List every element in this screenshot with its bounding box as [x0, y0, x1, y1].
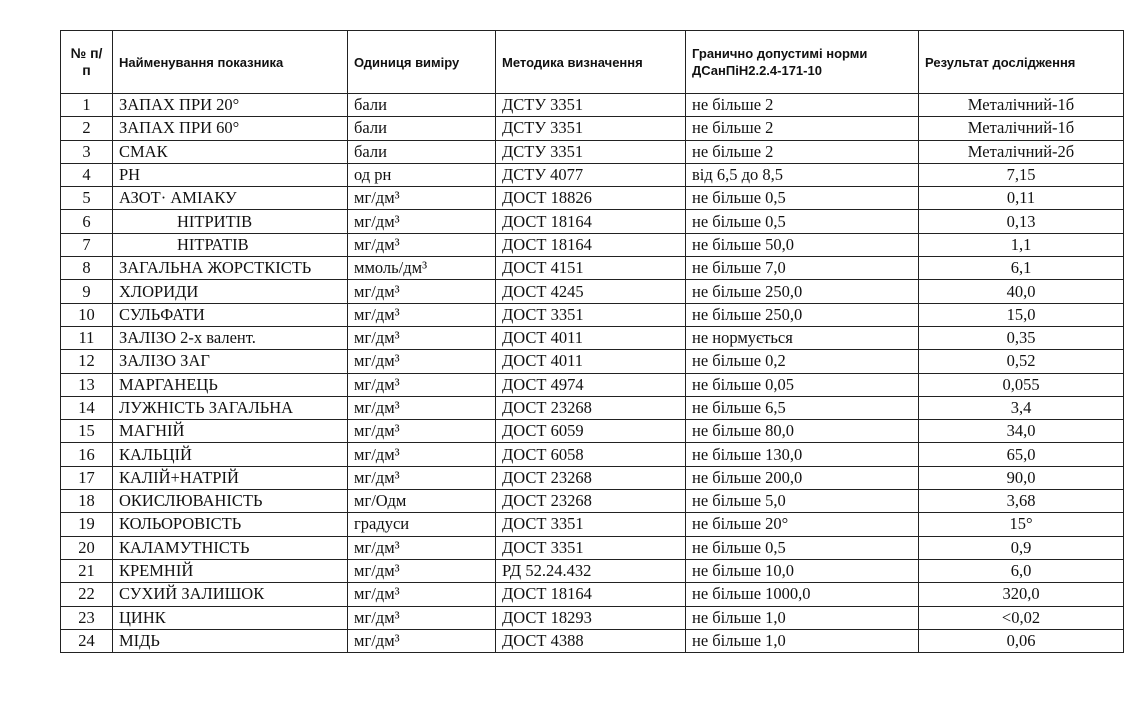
indicator-name: МАРГАНЕЦЬ: [113, 373, 348, 396]
header-unit: Одиниця виміру: [348, 31, 496, 94]
method-cell: ДСТУ 3351: [496, 94, 686, 117]
row-number: 7: [61, 233, 113, 256]
unit-cell: мг/дм³: [348, 233, 496, 256]
norm-cell: не більше 6,5: [686, 396, 919, 419]
analysis-sheet: [60, 30, 1124, 653]
row-number: 21: [61, 559, 113, 582]
unit-cell: мг/дм³: [348, 443, 496, 466]
header-result: Результат дослідження: [919, 31, 1124, 94]
indicator-name: НІТРИТІВ: [113, 210, 348, 233]
table-row: [61, 466, 1124, 489]
unit-cell: градуси: [348, 513, 496, 536]
method-cell: ДОСТ 23268: [496, 396, 686, 419]
row-number: 10: [61, 303, 113, 326]
table-row: [61, 559, 1124, 582]
result-cell: 0,52: [919, 350, 1124, 373]
norm-cell: не більше 80,0: [686, 420, 919, 443]
unit-cell: бали: [348, 117, 496, 140]
table-row: [61, 420, 1124, 443]
row-number: 17: [61, 466, 113, 489]
method-cell: ДОСТ 3351: [496, 513, 686, 536]
method-cell: ДОСТ 4245: [496, 280, 686, 303]
result-cell: 40,0: [919, 280, 1124, 303]
unit-cell: мг/дм³: [348, 536, 496, 559]
norm-cell: не більше 0,5: [686, 187, 919, 210]
unit-cell: мг/дм³: [348, 280, 496, 303]
indicator-name: НІТРАТІВ: [113, 233, 348, 256]
method-cell: ДСТУ 3351: [496, 140, 686, 163]
table-row: [61, 303, 1124, 326]
row-number: 6: [61, 210, 113, 233]
table-row: [61, 443, 1124, 466]
indicator-name: ЦИНК: [113, 606, 348, 629]
method-cell: ДСТУ 3351: [496, 117, 686, 140]
indicator-name: КАЛЬЦІЙ: [113, 443, 348, 466]
unit-cell: мг/дм³: [348, 583, 496, 606]
method-cell: ДОСТ 18293: [496, 606, 686, 629]
result-cell: Металічний-1б: [919, 117, 1124, 140]
result-cell: 0,9: [919, 536, 1124, 559]
indicator-name: ЗАПАХ ПРИ 20°: [113, 94, 348, 117]
indicator-name: МАГНІЙ: [113, 420, 348, 443]
unit-cell: бали: [348, 140, 496, 163]
result-cell: Металічний-2б: [919, 140, 1124, 163]
table-row: [61, 583, 1124, 606]
unit-cell: мг/дм³: [348, 629, 496, 652]
table-row: [61, 117, 1124, 140]
method-cell: ДОСТ 4974: [496, 373, 686, 396]
result-cell: 90,0: [919, 466, 1124, 489]
result-cell: 320,0: [919, 583, 1124, 606]
header-row: [61, 31, 1124, 94]
norm-cell: не більше 2: [686, 94, 919, 117]
header-indicator-name: Найменування показника: [113, 31, 348, 94]
method-cell: ДСТУ 4077: [496, 163, 686, 186]
norm-cell: не більше 250,0: [686, 303, 919, 326]
header-norm: Гранично допустимі норми ДСанПіН2.2.4-171-10: [686, 31, 919, 94]
unit-cell: мг/дм³: [348, 326, 496, 349]
result-cell: 0,13: [919, 210, 1124, 233]
row-number: 8: [61, 257, 113, 280]
indicator-name: КАЛАМУТНІСТЬ: [113, 536, 348, 559]
result-cell: 0,055: [919, 373, 1124, 396]
norm-cell: не більше 0,2: [686, 350, 919, 373]
unit-cell: ммоль/дм³: [348, 257, 496, 280]
result-cell: Металічний-1б: [919, 94, 1124, 117]
norm-cell: не більше 2: [686, 117, 919, 140]
table-row: [61, 233, 1124, 256]
norm-cell: не більше 10,0: [686, 559, 919, 582]
norm-cell: не більше 1,0: [686, 629, 919, 652]
table-row: [61, 350, 1124, 373]
row-number: 5: [61, 187, 113, 210]
table-row: [61, 257, 1124, 280]
indicator-name: ЗАЛІЗО 2-х валент.: [113, 326, 348, 349]
indicator-name: ЗАГАЛЬНА ЖОРСТКІСТЬ: [113, 257, 348, 280]
norm-cell: не більше 0,5: [686, 210, 919, 233]
unit-cell: мг/дм³: [348, 559, 496, 582]
method-cell: РД 52.24.432: [496, 559, 686, 582]
header-method: Методика визначення: [496, 31, 686, 94]
method-cell: ДОСТ 6058: [496, 443, 686, 466]
norm-cell: не більше 5,0: [686, 490, 919, 513]
row-number: 16: [61, 443, 113, 466]
header-number: № п/п: [61, 31, 113, 94]
norm-cell: не більше 50,0: [686, 233, 919, 256]
unit-cell: мг/дм³: [348, 396, 496, 419]
result-cell: 7,15: [919, 163, 1124, 186]
indicator-name: КАЛІЙ+НАТРІЙ: [113, 466, 348, 489]
result-cell: 0,06: [919, 629, 1124, 652]
norm-cell: не більше 250,0: [686, 280, 919, 303]
row-number: 19: [61, 513, 113, 536]
method-cell: ДОСТ 23268: [496, 466, 686, 489]
indicator-name: ХЛОРИДИ: [113, 280, 348, 303]
table-body: [61, 94, 1124, 653]
unit-cell: мг/дм³: [348, 303, 496, 326]
unit-cell: мг/дм³: [348, 187, 496, 210]
table-row: [61, 490, 1124, 513]
norm-cell: не більше 1000,0: [686, 583, 919, 606]
method-cell: ДОСТ 4011: [496, 326, 686, 349]
result-cell: 15,0: [919, 303, 1124, 326]
norm-cell: від 6,5 до 8,5: [686, 163, 919, 186]
indicator-name: ОКИСЛЮВАНІСТЬ: [113, 490, 348, 513]
unit-cell: мг/дм³: [348, 466, 496, 489]
method-cell: ДОСТ 18164: [496, 233, 686, 256]
method-cell: ДОСТ 3351: [496, 536, 686, 559]
unit-cell: мг/дм³: [348, 350, 496, 373]
table-row: [61, 326, 1124, 349]
norm-cell: не нормується: [686, 326, 919, 349]
table-row: [61, 373, 1124, 396]
result-cell: <0,02: [919, 606, 1124, 629]
result-cell: 6,1: [919, 257, 1124, 280]
table-row: [61, 513, 1124, 536]
result-cell: 0,35: [919, 326, 1124, 349]
result-cell: 3,68: [919, 490, 1124, 513]
row-number: 11: [61, 326, 113, 349]
indicator-name: СУЛЬФАТИ: [113, 303, 348, 326]
method-cell: ДОСТ 4388: [496, 629, 686, 652]
result-cell: 6,0: [919, 559, 1124, 582]
row-number: 20: [61, 536, 113, 559]
indicator-name: PH: [113, 163, 348, 186]
table-row: [61, 94, 1124, 117]
row-number: 1: [61, 94, 113, 117]
table-row: [61, 606, 1124, 629]
result-cell: 34,0: [919, 420, 1124, 443]
indicator-name: СМАК: [113, 140, 348, 163]
norm-cell: не більше 130,0: [686, 443, 919, 466]
indicator-name: ЛУЖНІСТЬ ЗАГАЛЬНА: [113, 396, 348, 419]
row-number: 13: [61, 373, 113, 396]
row-number: 18: [61, 490, 113, 513]
table-header: [61, 31, 1124, 94]
indicator-name: ЗАЛІЗО ЗАГ: [113, 350, 348, 373]
row-number: 14: [61, 396, 113, 419]
method-cell: ДОСТ 18164: [496, 210, 686, 233]
unit-cell: мг/дм³: [348, 420, 496, 443]
row-number: 9: [61, 280, 113, 303]
norm-cell: не більше 2: [686, 140, 919, 163]
result-cell: 3,4: [919, 396, 1124, 419]
indicator-name: КОЛЬОРОВІСТЬ: [113, 513, 348, 536]
method-cell: ДОСТ 18164: [496, 583, 686, 606]
indicator-name: МІДЬ: [113, 629, 348, 652]
result-cell: 65,0: [919, 443, 1124, 466]
result-cell: 1,1: [919, 233, 1124, 256]
method-cell: ДОСТ 3351: [496, 303, 686, 326]
table-row: [61, 536, 1124, 559]
result-cell: 15°: [919, 513, 1124, 536]
method-cell: ДОСТ 18826: [496, 187, 686, 210]
row-number: 12: [61, 350, 113, 373]
table-row: [61, 210, 1124, 233]
norm-cell: не більше 0,5: [686, 536, 919, 559]
water-analysis-table: [60, 30, 1124, 653]
table-row: [61, 187, 1124, 210]
norm-cell: не більше 7,0: [686, 257, 919, 280]
norm-cell: не більше 20°: [686, 513, 919, 536]
method-cell: ДОСТ 23268: [496, 490, 686, 513]
method-cell: ДОСТ 6059: [496, 420, 686, 443]
table-row: [61, 629, 1124, 652]
indicator-name: КРЕМНІЙ: [113, 559, 348, 582]
norm-cell: не більше 1,0: [686, 606, 919, 629]
row-number: 23: [61, 606, 113, 629]
norm-cell: не більше 0,05: [686, 373, 919, 396]
table-row: [61, 396, 1124, 419]
row-number: 2: [61, 117, 113, 140]
table-row: [61, 163, 1124, 186]
row-number: 15: [61, 420, 113, 443]
indicator-name: АЗОТ· АМІАКУ: [113, 187, 348, 210]
unit-cell: мг/Одм: [348, 490, 496, 513]
method-cell: ДОСТ 4011: [496, 350, 686, 373]
unit-cell: мг/дм³: [348, 606, 496, 629]
unit-cell: од рн: [348, 163, 496, 186]
method-cell: ДОСТ 4151: [496, 257, 686, 280]
row-number: 24: [61, 629, 113, 652]
unit-cell: мг/дм³: [348, 373, 496, 396]
norm-cell: не більше 200,0: [686, 466, 919, 489]
row-number: 3: [61, 140, 113, 163]
result-cell: 0,11: [919, 187, 1124, 210]
row-number: 22: [61, 583, 113, 606]
unit-cell: мг/дм³: [348, 210, 496, 233]
indicator-name: ЗАПАХ ПРИ 60°: [113, 117, 348, 140]
table-row: [61, 280, 1124, 303]
table-row: [61, 140, 1124, 163]
indicator-name: СУХИЙ ЗАЛИШОК: [113, 583, 348, 606]
row-number: 4: [61, 163, 113, 186]
unit-cell: бали: [348, 94, 496, 117]
